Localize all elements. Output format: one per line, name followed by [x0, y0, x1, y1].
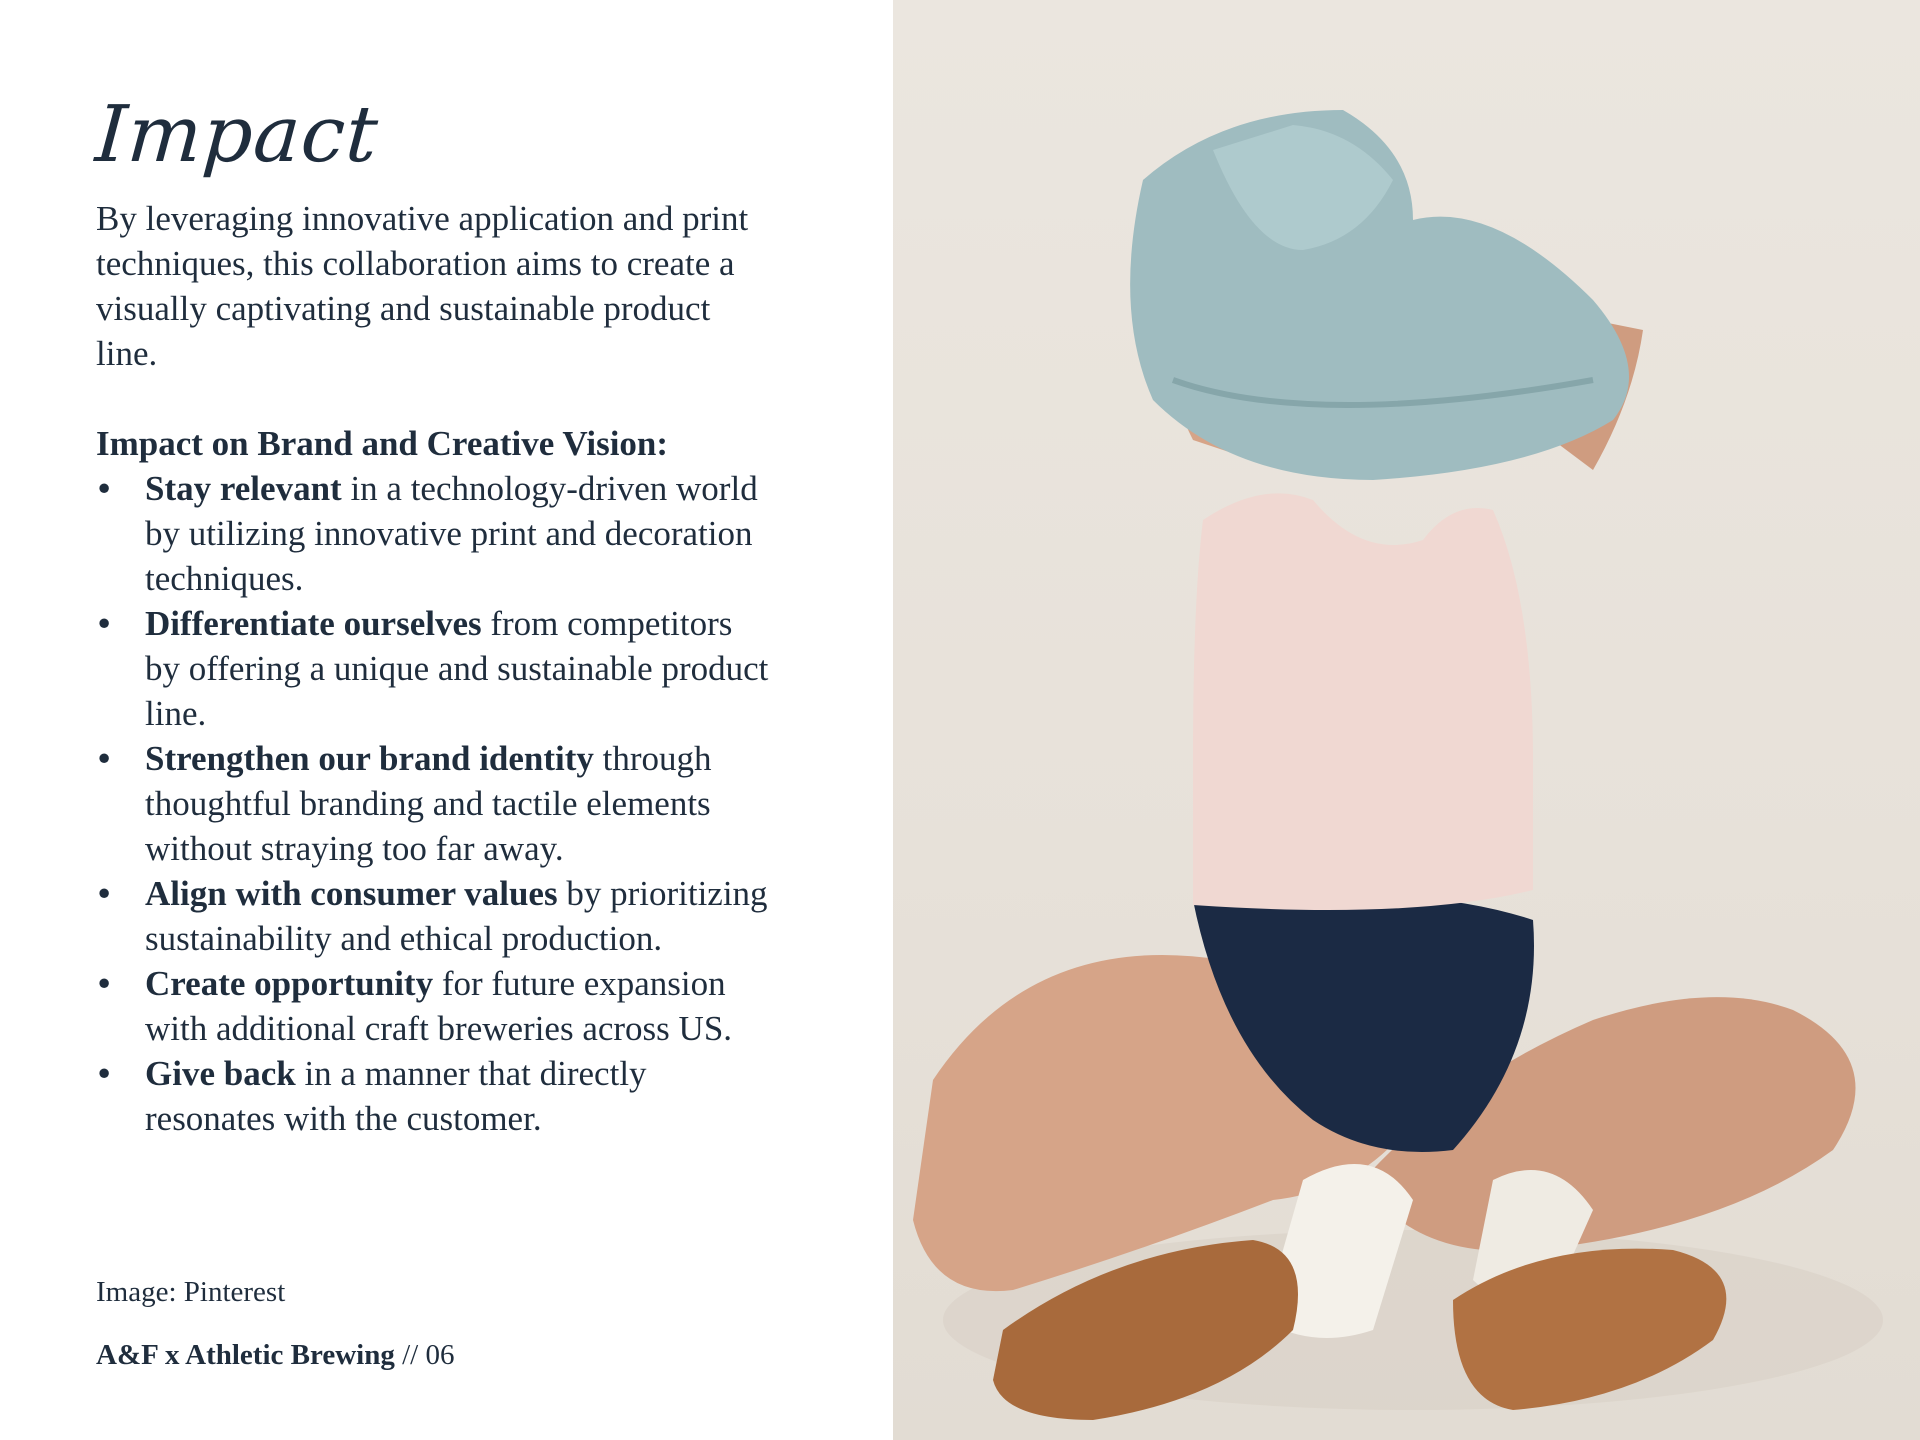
item-bold: Create opportunity	[145, 964, 434, 1003]
item-text: in a manner that directly resonates with the customer.	[145, 1054, 647, 1138]
model-photo	[893, 0, 1920, 1440]
item-bold: Stay relevant	[145, 469, 342, 508]
image-credit: Image: Pinterest	[96, 1276, 286, 1308]
item-bold: Strengthen our brand identity	[145, 739, 594, 778]
page-number: // 06	[394, 1339, 455, 1371]
bullet-icon: •	[98, 469, 111, 508]
list-item	[96, 961, 776, 1051]
intro-paragraph: By leveraging innovative application and print techniques, this collaboration aims to create a visually captivating and sustainable product line.	[96, 199, 749, 373]
body-text	[96, 196, 776, 1141]
bullet-icon: •	[98, 604, 111, 643]
list-item	[96, 466, 776, 601]
list-item	[96, 871, 776, 961]
list-item	[96, 601, 776, 736]
item-text: in a technology-driven world by utilizing innovative print and decoration techniques.	[145, 469, 758, 598]
section-heading: Impact on Brand and Creative Vision:	[96, 424, 669, 463]
impact-list	[96, 466, 776, 1141]
item-text: by prioritizing sustainability and ethical production.	[145, 874, 768, 958]
item-text: from competitors by offering a unique and sustainable product line.	[145, 604, 769, 733]
item-bold: Align with consumer values	[145, 874, 558, 913]
bullet-icon: •	[98, 1054, 111, 1093]
page-title: Impact	[92, 90, 382, 180]
bullet-icon: •	[98, 739, 111, 778]
bullet-icon: •	[98, 874, 111, 913]
photo-illustration	[893, 0, 1920, 1440]
text-panel	[0, 0, 893, 1440]
list-item	[96, 736, 776, 871]
item-bold: Differentiate ourselves	[145, 604, 482, 643]
item-text: for future expansion with additional craft breweries across US.	[145, 964, 733, 1048]
list-item	[96, 1051, 776, 1141]
footer-brand: A&F x Athletic Brewing	[96, 1339, 395, 1371]
bullet-icon: •	[98, 964, 111, 1003]
item-bold: Give back	[145, 1054, 296, 1093]
footer	[96, 1339, 454, 1372]
item-text: through thoughtful branding and tactile elements without straying too far away.	[145, 739, 712, 868]
